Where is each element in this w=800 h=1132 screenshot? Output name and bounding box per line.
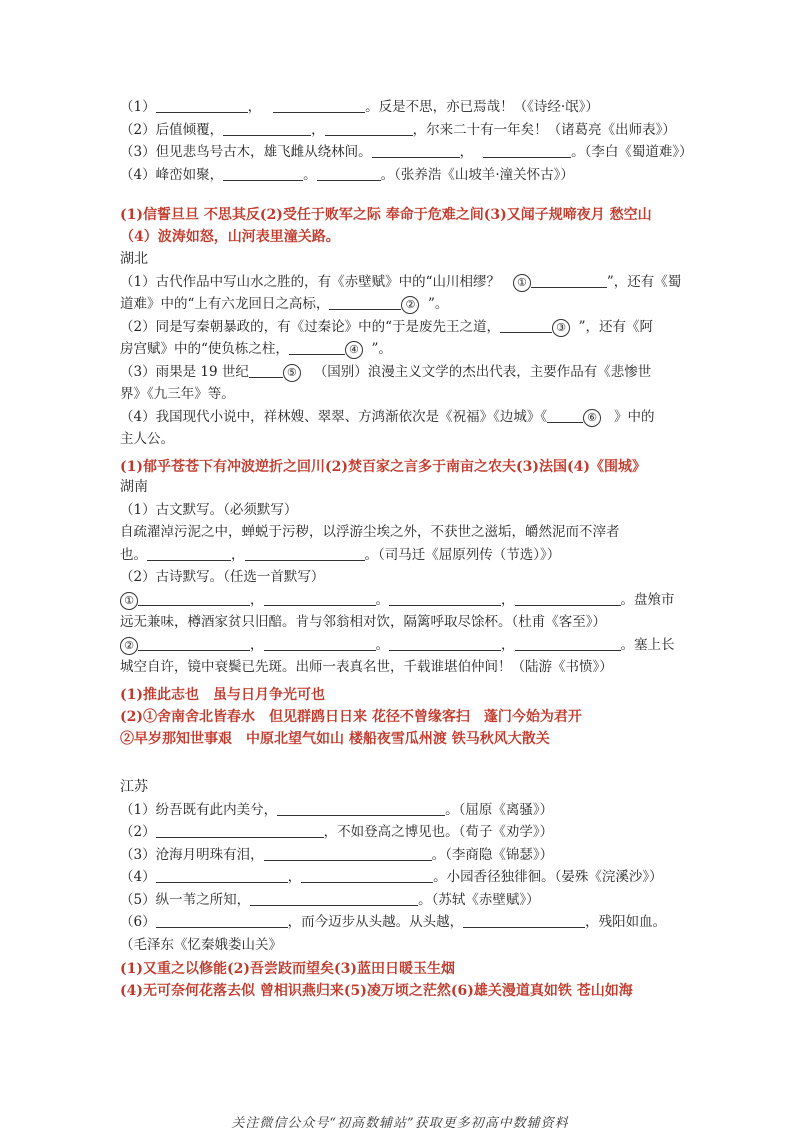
answer-blank[interactable]: [223, 121, 311, 136]
answer-text: （4）波涛如怒，山河表里潼关路。: [120, 229, 340, 245]
answer-blank[interactable]: [156, 823, 324, 838]
answer-blank[interactable]: [264, 636, 376, 651]
answer-blank[interactable]: [289, 340, 345, 355]
question-line: （6） ，而今迈步从头越。从头越， ，残阳如血。: [120, 914, 667, 930]
answer-blank[interactable]: [531, 273, 607, 288]
answer-blank[interactable]: [250, 891, 418, 906]
region-heading: 湖北: [120, 251, 148, 267]
question-line: 远无兼味，樽酒家贫只旧醅。肯与邻翁相对饮，隔篱呼取尽馀杯。（杜甫《客至》）: [120, 614, 606, 630]
question-line: 主人公。: [120, 431, 174, 447]
question-line: （2） ，不如登高之博见也。（荀子《劝学》）: [120, 824, 554, 840]
region-heading: 湖南: [120, 479, 148, 495]
answer-blank[interactable]: [483, 143, 571, 158]
question-line: 界》《九三年》等。: [120, 386, 235, 402]
footer-note: 关注微信公众号“初高数辅站”获取更多初高中数辅资料: [231, 1116, 569, 1131]
answer-block-4: [120, 958, 690, 1002]
question-line: ① ， 。 ， 。盘飧市: [120, 589, 690, 612]
answer-text: ②早岁那知世事艰 中原北望气如山 楼船夜雪瓜州渡 铁马秋风大散关: [120, 731, 550, 747]
answer-blank[interactable]: [156, 98, 248, 113]
question-line: （5）纵一苇之所知， 。（苏轼《赤壁赋》）: [120, 891, 540, 908]
question-line: （3）但见悲鸟号古木，雄飞雌从绕林间。 ， 。（李白《蜀道难》）: [120, 144, 693, 160]
question-line: （1）古文默写。（必须默写）: [120, 501, 298, 518]
answer-block-1: [120, 204, 690, 248]
answer-text: (1)信誓旦旦 不思其反(2)受任于败军之际 奉命于危难之间(3)又闻子规啼夜月 愁空山: [120, 207, 652, 223]
answer-blank[interactable]: [325, 121, 413, 136]
answer-blank[interactable]: [547, 408, 583, 423]
question-line: （1）古代作品中写山水之胜的，有《赤壁赋》中的“山川相缪？ ① ”，还有《蜀: [120, 273, 682, 290]
question-line: （4） ， 。小园香径独徘徊。（晏殊《浣溪沙》）: [120, 869, 663, 885]
answer-text: (1)推此志也 虽与日月争光可也: [120, 687, 325, 703]
question-line: （1） ， 。反是不思，亦已焉哉！（《诗经·氓》）: [120, 99, 599, 115]
answer-blank[interactable]: [389, 591, 501, 606]
circle-number-1: ①: [513, 274, 531, 292]
answer-blank[interactable]: [329, 295, 401, 310]
question-line: （2）后值倾覆， ， ，尔来二十有一年矣！（诸葛亮《出师表》）: [120, 121, 676, 138]
answer-blank[interactable]: [317, 166, 381, 181]
circle-number-4: ④: [345, 341, 363, 359]
answer-blank[interactable]: [156, 913, 288, 928]
question-line: 道难》中的“上有六龙回日之高标， ② ”。: [120, 296, 449, 312]
circle-number-2: ②: [401, 296, 419, 314]
question-line: （3）雨果是 19 世纪 ⑤ （国别）浪漫主义文学的杰出代表，主要作品有《悲惨世: [120, 363, 652, 380]
answer-blank[interactable]: [515, 591, 621, 606]
region-heading: 江苏: [120, 779, 148, 795]
question-line: （2）古诗默写。（任选一首默写）: [120, 569, 325, 585]
circle-number-3: ③: [552, 319, 570, 337]
answer-blank[interactable]: [515, 636, 621, 651]
question-line: 城空自许，镜中衰鬓已先斑。出师一表真名世，千载谁堪伯仲间！（陆游《书愤》）: [120, 659, 613, 675]
section-hubei: [120, 248, 690, 451]
answer-blank[interactable]: [223, 166, 303, 181]
answer-block-2: [120, 456, 690, 478]
answer-blank[interactable]: [264, 591, 376, 606]
question-line: 房宫赋》中的“使负栋之柱， ④ ”。: [120, 341, 392, 357]
answer-blank[interactable]: [138, 636, 250, 651]
answer-blank[interactable]: [372, 143, 460, 158]
question-line: （2）同是写秦朝暴政的，有《过秦论》中的“于是废先王之道， ③ ”，还有《阿: [120, 318, 653, 335]
answer-block-3: [120, 684, 690, 750]
answer-blank[interactable]: [264, 846, 432, 861]
answer-blank[interactable]: [245, 546, 365, 561]
circle-number-1: ①: [120, 592, 138, 610]
answer-blank[interactable]: [249, 363, 283, 378]
answer-blank[interactable]: [138, 591, 250, 606]
answer-blank[interactable]: [156, 868, 288, 883]
answer-blank[interactable]: [277, 801, 445, 816]
section-shijing: [120, 96, 693, 186]
answer-blank[interactable]: [463, 913, 585, 928]
answer-text: (1)郁乎苍苍下有冲波逆折之回川(2)焚百家之言多于南亩之农夫(3)法国(4)《围城》: [120, 459, 646, 475]
answer-text: (4)无可奈何花落去似 曾相识燕归来(5)凌万顷之茫然(6)雄关漫道真如铁 苍山如海: [120, 983, 633, 999]
question-line: ② ， 。 ， 。塞上长: [120, 634, 690, 657]
answer-text: (1)又重之以修能(2)吾尝跂而望矣(3)蓝田日暖玉生烟: [120, 961, 455, 977]
question-line: （4）我国现代小说中，祥林嫂、翠翠、方鸿渐依次是《祝福》《边城》《 ⑥ 》中的: [120, 408, 655, 425]
circle-number-5: ⑤: [283, 364, 301, 382]
answer-text: (2)①舍南舍北皆春水 但见群鸥日日来 花径不曾缘客扫 蓬门今始为君开: [120, 709, 582, 725]
question-line: （3）沧海月明珠有泪， 。（李商隐《锦瑟》）: [120, 846, 554, 863]
answer-blank[interactable]: [389, 636, 501, 651]
section-jiangsu: [120, 776, 690, 956]
answer-blank[interactable]: [147, 546, 231, 561]
answer-blank[interactable]: [273, 98, 365, 113]
question-line: 也。 ， 。（司马迁《屈原列传（节选）》）: [120, 546, 561, 563]
question-line: 自疏濯淖污泥之中，蝉蜕于污秽，以浮游尘埃之外，不获世之滋垢，皭然泥而不滓者: [120, 524, 620, 540]
circle-number-2: ②: [120, 637, 138, 655]
question-line: （1）纷吾既有此内美兮， 。（屈原《离骚》）: [120, 801, 554, 818]
circle-number-6: ⑥: [583, 409, 601, 427]
question-line: （毛泽东《忆秦娥娄山关》: [120, 936, 282, 953]
answer-blank[interactable]: [301, 868, 433, 883]
answer-blank[interactable]: [500, 318, 552, 333]
section-hunan: [120, 476, 690, 679]
question-line: （4）峰峦如聚， 。 。（张养浩《山坡羊·潼关怀古》）: [120, 166, 574, 183]
